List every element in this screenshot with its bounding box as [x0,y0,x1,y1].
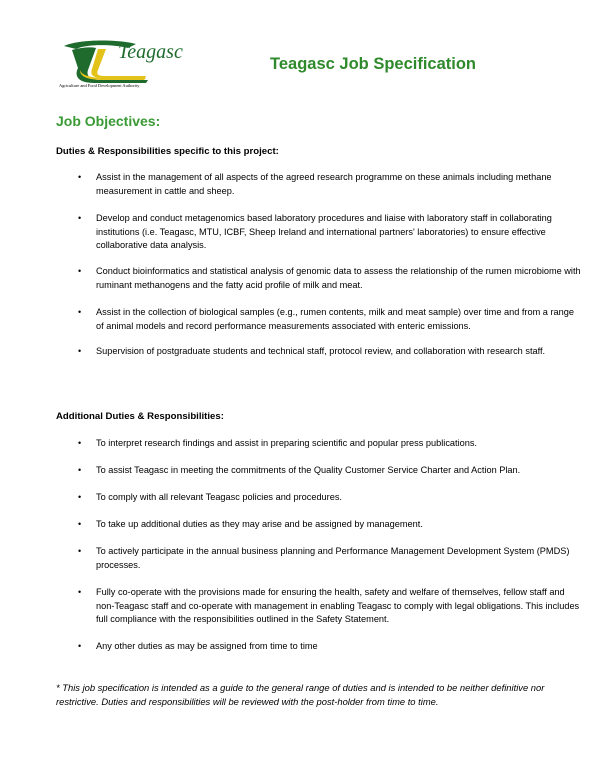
list-item [78,518,581,532]
list-item-text: Assist in the collection of biological samples (e.g., rumen contents, milk and meat sample) over time and from a range of animal models and record performance measurements associated with enteric emissions. [96,307,574,331]
list-item [78,640,581,654]
bullet-icon: • [78,587,82,597]
list-item [78,306,581,333]
list-item [78,171,581,198]
logo-tagline: Agriculture and Food Development Authority [59,83,140,88]
list-item [78,212,581,253]
bullet-icon: • [78,438,82,448]
duties-heading: Duties & Responsibilities specific to this project: [56,146,279,157]
list-item-text: To comply with all relevant Teagasc policies and procedures. [96,492,342,502]
list-item [78,265,581,292]
bullet-icon: • [78,641,82,651]
list-item-text: Fully co-operate with the provisions made for ensuring the health, safety and welfare of themselves, fellow staff and non-Teagasc staff and co-operate with management in enabling Teagasc to comply with legal obligations. This includes full compliance with the responsibilities outlined in the Safety Statement. [96,587,580,624]
teagasc-logo [58,36,198,88]
bullet-icon: • [78,346,82,356]
bullet-icon: • [78,172,82,182]
list-item-text: To actively participate in the annual business planning and Performance Management Development System (PMDS) processes. [96,546,570,570]
bullet-icon: • [78,213,82,223]
list-item [78,491,581,505]
footnote: * This job specification is intended as a guide to the general range of duties and is intended to be neither definitive nor restrictive. Duties and responsibilities will be reviewed with the post-holder from time to time. [56,682,545,707]
list-item-text: Conduct bioinformatics and statistical analysis of genomic data to assess the relationship of the rumen microbiome with ruminant methanogens and the fatty acid profile of milk and meat. [96,266,581,290]
bullet-icon: • [78,307,82,317]
bullet-icon: • [78,266,82,276]
list-item-text: Develop and conduct metagenomics based laboratory procedures and liaise with laboratory staff in collaborating institutions (i.e. Teagasc, MTU, ICBF, Sheep Ireland and international partners' laboratories) to ensure effective collaborative data analysis. [96,213,552,250]
teagasc-logo-mark [58,36,198,88]
list-item-text: To interpret research findings and assist in preparing scientific and popular press publications. [96,438,477,448]
job-objectives-heading: Job Objectives: [56,113,161,129]
list-item-text: Assist in the management of all aspects of the agreed research programme on these animals including methane measurement in cattle and sheep. [96,172,552,196]
bullet-icon: • [78,519,82,529]
list-item [78,586,581,627]
bullet-icon: • [78,465,82,475]
bullet-icon: • [78,546,82,556]
document-title: Teagasc Job Specification [270,55,477,73]
list-item [78,345,581,359]
list-item [78,437,581,451]
additional-duties-heading: Additional Duties & Responsibilities: [56,411,224,422]
list-item [78,545,581,572]
list-item-text: To take up additional duties as they may arise and be assigned by management. [96,519,423,529]
list-item-text: To assist Teagasc in meeting the commitments of the Quality Customer Service Charter and Action Plan. [96,465,521,475]
list-item-text: Any other duties as may be assigned from time to time [96,641,318,651]
list-item [78,464,581,478]
logo-wordmark: Teagasc [118,41,183,63]
bullet-icon: • [78,492,82,502]
list-item-text: Supervision of postgraduate students and technical staff, protocol review, and collaboration with research staff. [96,346,546,356]
